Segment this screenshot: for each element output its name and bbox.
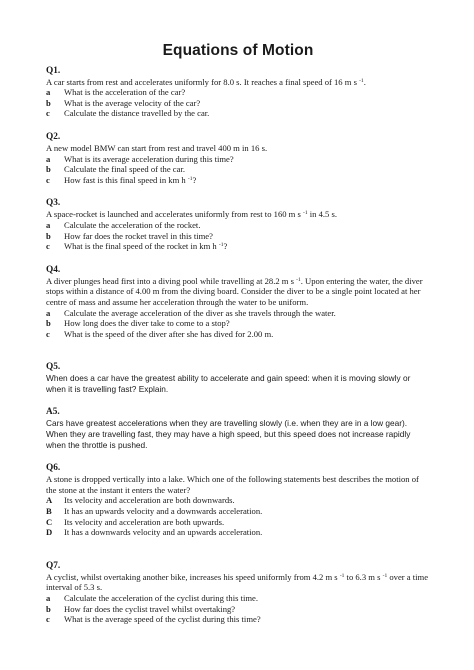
- option-text: Calculate the distance travelled by the car.: [64, 108, 210, 119]
- question-3: [46, 197, 430, 251]
- option-key: c: [46, 328, 50, 339]
- option: [46, 318, 430, 329]
- question-1: [46, 65, 430, 119]
- question-label: Q2.: [46, 131, 61, 142]
- question-6: [46, 462, 430, 538]
- option-text: What is the speed of the diver after she has dived for 2.00 m.: [64, 328, 274, 339]
- question-label: Q4.: [46, 264, 61, 275]
- question-text: [46, 572, 430, 593]
- option: [46, 220, 430, 231]
- option-text-part: What is the final speed of the rocket in km h: [64, 241, 217, 252]
- option: [46, 164, 430, 175]
- answer-5: [46, 406, 430, 451]
- answer-label: A5.: [46, 407, 60, 418]
- option-key: B: [46, 506, 52, 517]
- question-text-part: over a time interval of 5.3 s.: [46, 571, 429, 593]
- option-text: What is the average speed of the cyclist during this time?: [64, 614, 261, 625]
- option: [46, 154, 430, 165]
- option: [46, 506, 430, 517]
- option: [46, 593, 430, 604]
- option-text: It has an upwards velocity and a downwards acceleration.: [64, 506, 263, 517]
- question-label: Q1.: [46, 65, 61, 76]
- option-text: How far does the cyclist travel whilst overtaking?: [64, 603, 236, 614]
- question-text: [46, 77, 430, 88]
- option-text: [64, 241, 430, 252]
- option-key: c: [46, 174, 50, 185]
- question-label: Q5.: [46, 362, 61, 373]
- option-key: A: [46, 495, 53, 506]
- option: [46, 98, 430, 109]
- question-label: Q3.: [46, 198, 61, 209]
- option-key: C: [46, 516, 53, 527]
- option-text: Calculate the acceleration of the rocket.: [64, 219, 201, 230]
- option-text: What is the average velocity of the car?: [64, 97, 201, 108]
- page-title: Equations of Motion: [162, 42, 314, 59]
- option-key: a: [46, 307, 51, 318]
- question-label: Q6.: [46, 463, 61, 474]
- question-5: [46, 361, 430, 395]
- superscript: -1: [303, 210, 308, 217]
- superscript: -1: [218, 242, 224, 249]
- option-key: a: [46, 593, 51, 604]
- option: [46, 241, 430, 252]
- superscript: -1: [187, 175, 193, 182]
- option-key: c: [46, 614, 50, 625]
- option-text-part: ?: [223, 241, 228, 252]
- option: [46, 108, 430, 119]
- option-text: Its velocity and acceleration are both downwards.: [64, 495, 235, 506]
- option-key: a: [46, 87, 51, 98]
- question-text: When does a car have the greatest ability to accelerate and gain speed: when it is moving slowly or when it is travelling fast? Explain.: [46, 373, 411, 395]
- option-text: [64, 175, 430, 186]
- option-key: b: [46, 318, 51, 329]
- question-text-part: A space-rocket is launched and accelerates uniformly from rest to 160 m s: [46, 209, 301, 220]
- superscript: -1: [359, 77, 364, 84]
- option-key: b: [46, 603, 51, 614]
- question-text: A new model BMW can start from rest and travel 400 m in 16 s.: [46, 142, 268, 153]
- question-text-part: . Upon entering the water, the diver stops within a distance of 4.00 m from the diving board. Consider the diver to be a single point located at her centre of mass and assume her acceleration through the water to be uniform.: [46, 275, 423, 307]
- question-2: [46, 131, 430, 185]
- option-key: a: [46, 153, 51, 164]
- option-key: c: [46, 241, 50, 252]
- option: [46, 231, 430, 242]
- question-text-part: to 6.3 m s: [344, 571, 381, 582]
- option: [46, 308, 430, 319]
- question-text: A stone is dropped vertically into a lake. Which one of the following statements best describes the motion of the stone at the instant it enters the water?: [46, 474, 419, 495]
- question-text-part: in 4.5 s.: [307, 209, 337, 220]
- option: [46, 527, 430, 538]
- superscript: -1: [339, 572, 345, 579]
- option-text-part: How fast is this final speed in km h: [64, 174, 186, 185]
- option: [46, 329, 430, 340]
- question-text-part: A car starts from rest and accelerates uniformly for 8.0 s. It reaches a final speed of 16 m s: [46, 76, 357, 87]
- option: [46, 87, 430, 98]
- option-text: What is the acceleration of the car?: [64, 87, 186, 98]
- option-key: b: [46, 164, 51, 175]
- option-text: Calculate the acceleration of the cyclist during this time.: [64, 593, 259, 604]
- option-text: Its velocity and acceleration are both upwards.: [64, 516, 225, 527]
- question-text: [46, 209, 430, 220]
- option-key: b: [46, 230, 51, 241]
- option: [46, 495, 430, 506]
- option-text: Calculate the average acceleration of the diver as she travels through the water.: [64, 307, 336, 318]
- option: [46, 614, 430, 625]
- option-key: c: [46, 108, 50, 119]
- answer-text: Cars have greatest accelerations when they are travelling slowly (i.e. when they are in a low gear). When they are travelling fast, they may have a high speed, but this speed does not increase rapidly when the throttle is pushed.: [46, 418, 411, 451]
- option-text: How far does the rocket travel in this time?: [64, 230, 213, 241]
- superscript: -1: [382, 572, 388, 579]
- question-label: Q7.: [46, 560, 61, 571]
- question-4: [46, 264, 430, 340]
- question-text: [46, 276, 430, 308]
- option-key: b: [46, 97, 51, 108]
- option-text: How long does the diver take to come to a stop?: [64, 318, 230, 329]
- option: [46, 517, 430, 528]
- option: [46, 175, 430, 186]
- superscript: -1: [296, 276, 301, 283]
- question-text-part: A diver plunges head first into a diving pool while travelling at 28.2 m s: [46, 275, 294, 286]
- option-key: D: [46, 527, 53, 538]
- option-text: What is its average acceleration during this time?: [64, 153, 234, 164]
- option: [46, 604, 430, 615]
- question-text-part: A cyclist, whilst overtaking another bike, increases his speed uniformly from 4.2 m s: [46, 571, 338, 582]
- option-key: a: [46, 219, 51, 230]
- option-text-part: ?: [192, 174, 197, 185]
- option-text: Calculate the final speed of the car.: [64, 164, 185, 175]
- question-7: [46, 560, 430, 625]
- option-text: It has a downwards velocity and an upwards acceleration.: [64, 527, 263, 538]
- question-text-part: .: [363, 76, 366, 87]
